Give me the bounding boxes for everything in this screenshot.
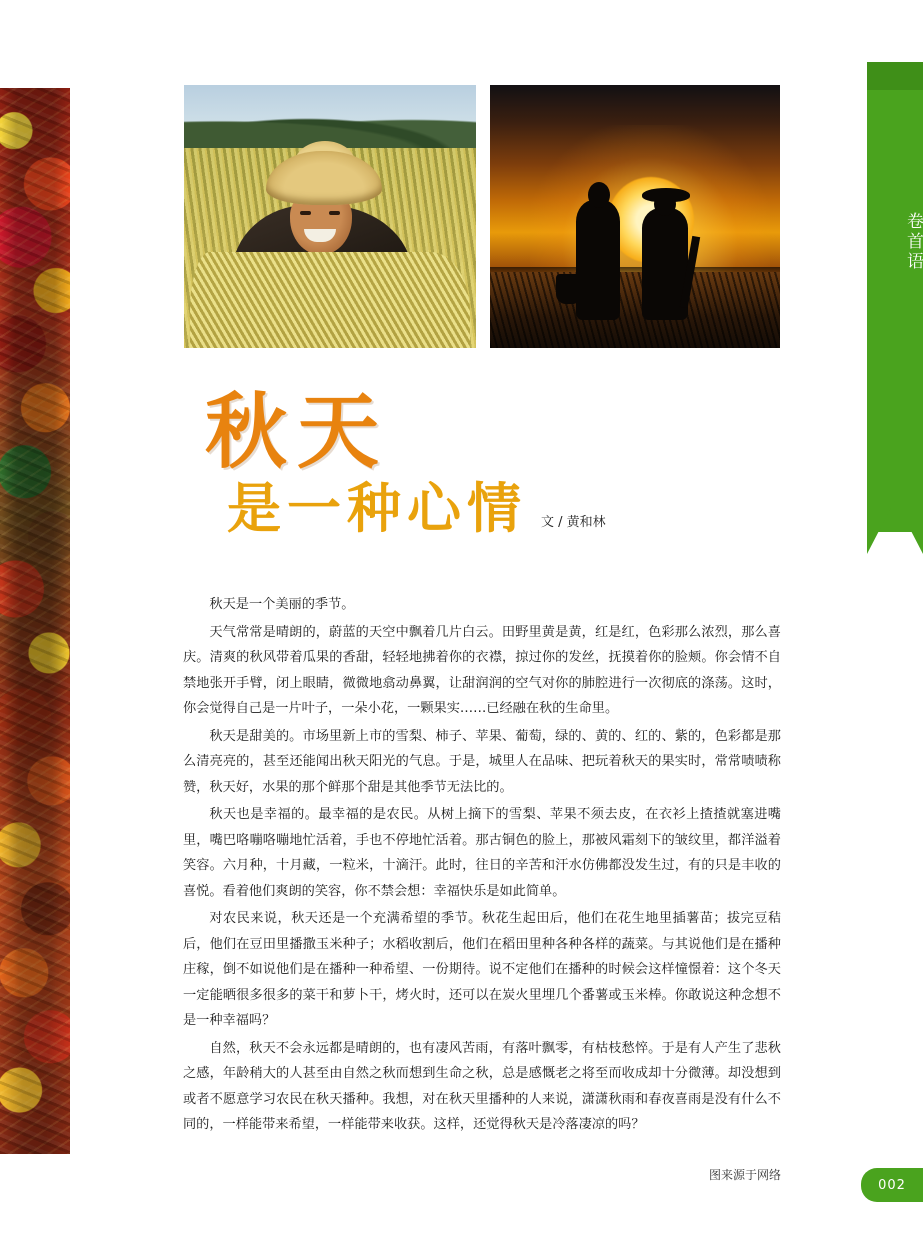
paragraph: 秋天是甜美的。市场里新上市的雪梨、柿子、苹果、葡萄，绿的、黄的、红的、紫的，色彩都是那么清亮亮的，甚至还能闻出秋天阳光的气息。于是，城里人在品味、把玩着秋天的果实时，常常啧啧称赞，秋天好，水果的那个鲜那个甜是其他季节无法比的。 — [183, 728, 781, 795]
photo-row — [184, 85, 780, 348]
article-body — [183, 592, 781, 1140]
photo-farmer-in-wheat-field — [184, 85, 476, 348]
page-title: 秋天 — [205, 385, 390, 480]
paragraph: 秋天也是幸福的。最幸福的是农民。从树上摘下的雪梨、苹果不须去皮，在衣衫上揸揸就塞进嘴里，嘴巴咯嘣咯嘣地忙活着，手也不停地忙活着。那古铜色的脸上，那被风霜刻下的皱纹里，都洋溢着笑容。六月种，十月藏，一粒米，十滴汗。此时，往日的辛苦和汗水仿佛都没发生过，有的只是丰收的喜悦。看着他们爽朗的笑容，你不禁会想：幸福快乐是如此简单。 — [183, 807, 781, 899]
banner-band-top — [867, 62, 923, 90]
section-banner-label: 卷首语 — [903, 212, 923, 272]
paragraph: 天气常常是晴朗的，蔚蓝的天空中飘着几片白云。田野里黄是黄，红是红，色彩那么浓烈，那么喜庆。清爽的秋风带着瓜果的香甜，轻轻地拂着你的衣襟，掠过你的发丝，抚摸着你的脸颊。你会情不自禁地张开手臂，闭上眼睛，微微地翕动鼻翼，让甜润润的空气对你的肺腔进行一次彻底的涤荡。这时，你会觉得自己是一片叶子，一朵小花，一颗果实……已经融在秋的生命里。 — [183, 624, 781, 716]
decorative-art-strip — [0, 88, 70, 1154]
image-credit: 图来源于网络 — [708, 1168, 781, 1182]
section-banner — [867, 62, 923, 554]
paragraph: 秋天是一个美丽的季节。 — [209, 597, 355, 612]
author-byline: 文 / 黄和林 — [541, 515, 606, 530]
photo-two-farmers-at-sunset — [490, 85, 780, 348]
page-number-tab: 002 — [861, 1168, 923, 1202]
article-title-block — [205, 385, 765, 540]
banner-notch-icon — [867, 500, 923, 554]
paragraph: 对农民来说，秋天还是一个充满希望的季节。秋花生起田后，他们在花生地里插薯苗；拔完豆秸后，他们在豆田里播撒玉米种子；水稻收割后，他们在稻田里种各种各样的蔬菜。与其说他们是在播种庄稼，倒不如说他们是在播种一种希望、一份期待。说不定他们在播种的时候会这样憧憬着：这个冬天一定能晒很多很多的菜干和萝卜干，烤火时，还可以在炭火里埋几个番薯或玉米棒。你敢说这种念想不是一种幸福吗？ — [183, 911, 781, 1028]
page-subtitle: 是一种心情 — [227, 477, 527, 540]
paragraph: 自然，秋天不会永远都是晴朗的，也有凄风苦雨，有落叶飘零，有枯枝愁悴。于是有人产生了悲秋之感，年龄稍大的人甚至由自然之秋而想到生命之秋，总是感慨老之将至而收成却十分微薄。却没想到或者不愿意学习农民在秋天播种。我想，对在秋天里播种的人来说，潇潇秋雨和春夜喜雨是没有什么不同的，一样能带来希望，一样能带来收获。这样，还觉得秋天是冷落凄凉的吗？ — [183, 1040, 781, 1132]
